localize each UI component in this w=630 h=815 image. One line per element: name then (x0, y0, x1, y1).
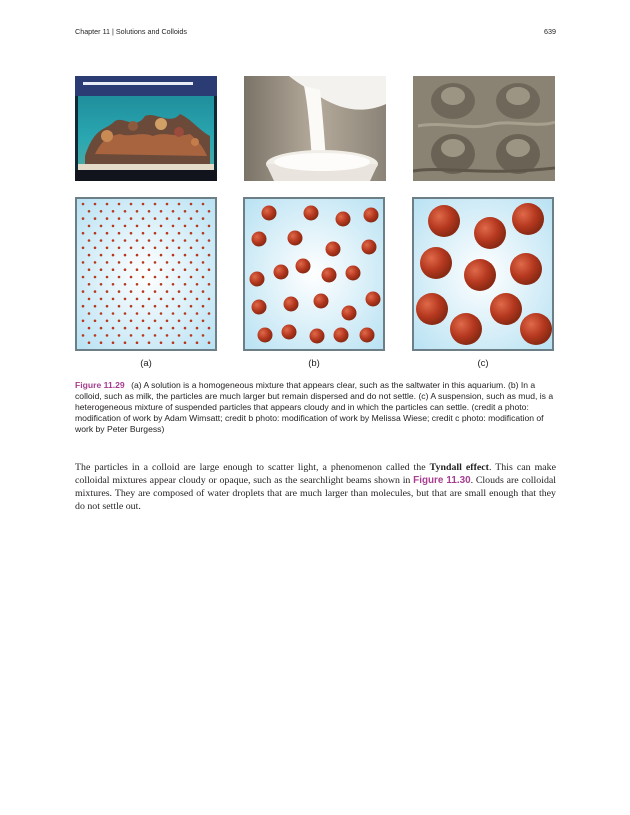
solute-particle (94, 247, 97, 250)
solute-particle (112, 268, 115, 271)
suspended-particle (428, 205, 460, 237)
solute-particle (190, 217, 193, 220)
colloid-particle (334, 328, 349, 343)
solute-particle (142, 334, 145, 337)
chapter-title: Chapter 11 | Solutions and Colloids (75, 27, 188, 36)
solute-particle (166, 320, 169, 323)
colloid-particle (252, 232, 267, 247)
suspended-particle (464, 259, 496, 291)
solute-particle (172, 298, 175, 301)
solute-particle (208, 254, 211, 257)
solute-particle (190, 203, 193, 206)
solute-particle (130, 203, 133, 206)
solute-particle (148, 239, 151, 242)
aquarium-photo (75, 76, 217, 181)
solute-particle (148, 268, 151, 271)
solute-particle (160, 268, 163, 271)
solute-particle (178, 305, 181, 308)
colloid-particle (326, 242, 341, 257)
solute-particle (178, 276, 181, 279)
solute-particle (154, 217, 157, 220)
solute-particle (202, 276, 205, 279)
solute-particle (88, 268, 91, 271)
colloid-particle (336, 212, 351, 227)
solute-particle (178, 290, 181, 293)
solute-particle (112, 327, 115, 330)
solute-particle (100, 225, 103, 228)
solute-particle (202, 290, 205, 293)
panel-label-a: (a) (140, 358, 152, 369)
solute-particle (196, 312, 199, 315)
solute-particle (184, 225, 187, 228)
solute-particle (196, 341, 199, 344)
solute-particle (160, 283, 163, 286)
solute-particle (124, 341, 127, 344)
solute-particle (208, 312, 211, 315)
solute-particle (100, 283, 103, 286)
solute-particle (118, 261, 121, 264)
solute-particle (136, 341, 139, 344)
solute-particle (154, 203, 157, 206)
colloid-particle (304, 206, 319, 221)
solute-particle (208, 210, 211, 213)
solute-particle (178, 232, 181, 235)
solute-particle (82, 290, 85, 293)
solute-particle (190, 276, 193, 279)
solute-particle (88, 312, 91, 315)
solute-particle (106, 305, 109, 308)
solute-particle (166, 203, 169, 206)
solute-particle (136, 239, 139, 242)
term-tyndall-effect: Tyndall effect (429, 462, 489, 473)
solute-particle (196, 327, 199, 330)
solute-particle (142, 217, 145, 220)
solute-particle (88, 298, 91, 301)
panel-label-c: (c) (477, 358, 489, 369)
solute-particle (100, 239, 103, 242)
suspended-particle (520, 313, 552, 345)
solute-particle (160, 327, 163, 330)
colloid-particle (258, 328, 273, 343)
solute-particle (124, 312, 127, 315)
solute-particle (208, 239, 211, 242)
solute-particle (202, 320, 205, 323)
suspension-diagram (412, 197, 554, 351)
solute-particle (166, 247, 169, 250)
solute-particle (82, 305, 85, 308)
solute-particle (124, 210, 127, 213)
solute-particle (172, 341, 175, 344)
solute-particle (202, 261, 205, 264)
colloid-particle (360, 328, 375, 343)
solute-particle (106, 261, 109, 264)
solute-particle (112, 210, 115, 213)
solute-particle (160, 210, 163, 213)
solute-particle (148, 341, 151, 344)
solute-particle (166, 276, 169, 279)
solute-particle (184, 341, 187, 344)
solute-particle (142, 276, 145, 279)
solute-particle (142, 232, 145, 235)
colloid-particle (342, 306, 357, 321)
solute-particle (160, 298, 163, 301)
solute-particle (130, 320, 133, 323)
solute-particle (124, 327, 127, 330)
solute-particle (172, 210, 175, 213)
solute-particle (124, 283, 127, 286)
solute-particle (190, 261, 193, 264)
colloid-particle (252, 300, 267, 315)
figure-caption (75, 380, 557, 435)
colloid-particle (310, 329, 325, 344)
solute-particle (196, 298, 199, 301)
solute-particle (142, 305, 145, 308)
solute-particle (166, 290, 169, 293)
solute-particle (178, 261, 181, 264)
solute-particle (172, 283, 175, 286)
solute-particle (166, 217, 169, 220)
solute-particle (190, 290, 193, 293)
page-number: 639 (544, 27, 556, 36)
solute-particle (130, 217, 133, 220)
figure-link[interactable]: Figure 11.30 (413, 475, 471, 487)
solute-particle (148, 254, 151, 257)
colloid-particle (314, 294, 329, 309)
solute-particle (118, 232, 121, 235)
solute-particle (130, 334, 133, 337)
solute-particle (184, 210, 187, 213)
solute-particle (196, 239, 199, 242)
solute-particle (136, 268, 139, 271)
solute-particle (208, 298, 211, 301)
solute-particle (100, 312, 103, 315)
solute-particle (112, 298, 115, 301)
solute-particle (142, 290, 145, 293)
solute-particle (82, 261, 85, 264)
suspended-particle (512, 203, 544, 235)
solute-particle (100, 268, 103, 271)
solute-particle (136, 283, 139, 286)
solute-particle (112, 341, 115, 344)
solute-particle (106, 290, 109, 293)
solute-particle (136, 312, 139, 315)
colloid-diagram (243, 197, 385, 351)
solute-particle (196, 225, 199, 228)
body-paragraph (75, 461, 556, 513)
colloid-particle (362, 240, 377, 255)
solute-particle (124, 254, 127, 257)
solute-particle (100, 298, 103, 301)
solute-particle (82, 276, 85, 279)
solute-particle (94, 276, 97, 279)
solute-particle (184, 327, 187, 330)
solute-particle (160, 312, 163, 315)
solute-particle (118, 276, 121, 279)
solute-particle (172, 239, 175, 242)
solute-particle (178, 334, 181, 337)
suspended-particle (510, 253, 542, 285)
solute-particle (94, 217, 97, 220)
solute-particle (136, 298, 139, 301)
solute-particle (208, 283, 211, 286)
solute-particle (94, 232, 97, 235)
solute-particle (82, 217, 85, 220)
solute-particle (202, 247, 205, 250)
suspended-particle (420, 247, 452, 279)
figure-number: Figure 11.29 (75, 380, 125, 390)
caption-text: (a) A solution is a homogeneous mixture that appears clear, such as the saltwater in this aquarium. (b) In a colloid, such as milk, the particles are much larger but remain dispersed and do not settle. (c) A suspension, such as mud, is a heterogeneous mixture of suspended particles that appears cloudy and in which the particles can settle. (credit a photo: modification of work by Adam Wimsatt; credit b photo: modification of work by Melissa Wiese; credit c photo: modification of work by Peter Burgess) (75, 380, 554, 434)
solute-particle (154, 305, 157, 308)
solute-particle (208, 268, 211, 271)
solute-particle (184, 312, 187, 315)
milk-photo (244, 76, 386, 181)
solute-particle (112, 254, 115, 257)
solute-particle (184, 239, 187, 242)
solute-particle (178, 320, 181, 323)
colloid-particle (262, 206, 277, 221)
solute-particle (196, 254, 199, 257)
solute-particle (166, 334, 169, 337)
colloid-particle (346, 266, 361, 281)
suspended-particle (450, 313, 482, 345)
solute-particle (82, 320, 85, 323)
solute-particle (100, 210, 103, 213)
solute-particle (190, 334, 193, 337)
solute-particle (184, 268, 187, 271)
solute-particle (106, 276, 109, 279)
solute-particle (94, 320, 97, 323)
colloid-particle (296, 259, 311, 274)
solute-particle (154, 247, 157, 250)
colloid-particle (282, 325, 297, 340)
solute-particle (100, 341, 103, 344)
solute-particle (178, 203, 181, 206)
solute-particle (136, 210, 139, 213)
solute-particle (190, 320, 193, 323)
solute-particle (88, 239, 91, 242)
solute-particle (166, 232, 169, 235)
solute-particle (82, 334, 85, 337)
solute-particle (124, 225, 127, 228)
solute-particle (142, 261, 145, 264)
solute-particle (106, 320, 109, 323)
solute-particle (136, 225, 139, 228)
solute-particle (106, 247, 109, 250)
solute-particle (172, 312, 175, 315)
solute-particle (130, 232, 133, 235)
colloid-particle (364, 208, 379, 223)
solute-particle (88, 225, 91, 228)
solute-particle (154, 334, 157, 337)
solute-particle (118, 217, 121, 220)
solute-particle (148, 210, 151, 213)
solute-particle (154, 261, 157, 264)
solute-particle (202, 334, 205, 337)
solute-particle (184, 254, 187, 257)
solute-particle (118, 203, 121, 206)
solute-particle (172, 254, 175, 257)
solute-particle (148, 298, 151, 301)
solute-particle (124, 298, 127, 301)
solute-particle (202, 232, 205, 235)
solute-particle (160, 341, 163, 344)
suspended-particle (490, 293, 522, 325)
solute-particle (172, 268, 175, 271)
solute-particle (160, 254, 163, 257)
solute-particle (166, 305, 169, 308)
solute-particle (118, 305, 121, 308)
solute-particle (178, 247, 181, 250)
mud-photo (413, 76, 555, 181)
solution-diagram (75, 197, 217, 351)
solute-particle (82, 232, 85, 235)
solute-particle (196, 268, 199, 271)
colloid-particle (322, 268, 337, 283)
solute-particle (88, 327, 91, 330)
solute-particle (148, 327, 151, 330)
solute-particle (154, 320, 157, 323)
solute-particle (112, 225, 115, 228)
solute-particle (94, 305, 97, 308)
suspended-particle (474, 217, 506, 249)
solute-particle (166, 261, 169, 264)
solute-particle (82, 203, 85, 206)
solute-particle (112, 283, 115, 286)
solute-particle (106, 232, 109, 235)
solute-particle (178, 217, 181, 220)
solute-particle (94, 334, 97, 337)
solute-particle (82, 247, 85, 250)
solute-particle (160, 239, 163, 242)
solute-particle (148, 312, 151, 315)
suspended-particle (416, 293, 448, 325)
colloid-particle (288, 231, 303, 246)
body-text-3: . Clouds are colloidal mixtures. They are composed of water droplets that are much larger than molecules, but that are small enough that they do not settle out. (75, 475, 557, 513)
solute-particle (208, 225, 211, 228)
solute-particle (118, 334, 121, 337)
solute-particle (88, 341, 91, 344)
solute-particle (88, 283, 91, 286)
solute-particle (154, 290, 157, 293)
solute-particle (202, 203, 205, 206)
solute-particle (88, 210, 91, 213)
solute-particle (94, 203, 97, 206)
solute-particle (130, 305, 133, 308)
panel-label-b: (b) (308, 358, 320, 369)
solute-particle (124, 239, 127, 242)
solute-particle (118, 320, 121, 323)
solute-particle (190, 232, 193, 235)
colloid-particle (284, 297, 299, 312)
solute-particle (136, 327, 139, 330)
solute-particle (184, 298, 187, 301)
solute-particle (94, 290, 97, 293)
solute-particle (106, 334, 109, 337)
solute-particle (172, 225, 175, 228)
body-text-1: The particles in a colloid are large enough to scatter light, a phenomenon called the (75, 462, 430, 473)
body-text-2: . This can make colloidal mixtures appear cloudy or opaque, such as the searchlight beams shown in (75, 462, 557, 487)
solute-particle (112, 312, 115, 315)
solute-particle (118, 290, 121, 293)
solute-particle (112, 239, 115, 242)
colloid-particle (274, 265, 289, 280)
solute-particle (130, 247, 133, 250)
solute-particle (142, 320, 145, 323)
solute-particle (136, 254, 139, 257)
solute-particle (190, 305, 193, 308)
solute-particle (142, 247, 145, 250)
solute-particle (196, 210, 199, 213)
solute-particle (154, 276, 157, 279)
solute-particle (172, 327, 175, 330)
solute-particle (130, 276, 133, 279)
solute-particle (118, 247, 121, 250)
solute-particle (154, 232, 157, 235)
solute-particle (124, 268, 127, 271)
colloid-particle (250, 272, 265, 287)
solute-particle (106, 203, 109, 206)
solute-particle (100, 254, 103, 257)
colloid-particle (366, 292, 381, 307)
solute-particle (202, 217, 205, 220)
solute-particle (106, 217, 109, 220)
solute-particle (184, 283, 187, 286)
solute-particle (202, 305, 205, 308)
solute-particle (190, 247, 193, 250)
solute-particle (88, 254, 91, 257)
solute-particle (94, 261, 97, 264)
solute-particle (100, 327, 103, 330)
solute-particle (130, 290, 133, 293)
page-header (75, 27, 556, 39)
solute-particle (160, 225, 163, 228)
solute-particle (130, 261, 133, 264)
solute-particle (196, 283, 199, 286)
solute-particle (148, 225, 151, 228)
solute-particle (208, 341, 211, 344)
solute-particle (208, 327, 211, 330)
solute-particle (142, 203, 145, 206)
solute-particle (148, 283, 151, 286)
